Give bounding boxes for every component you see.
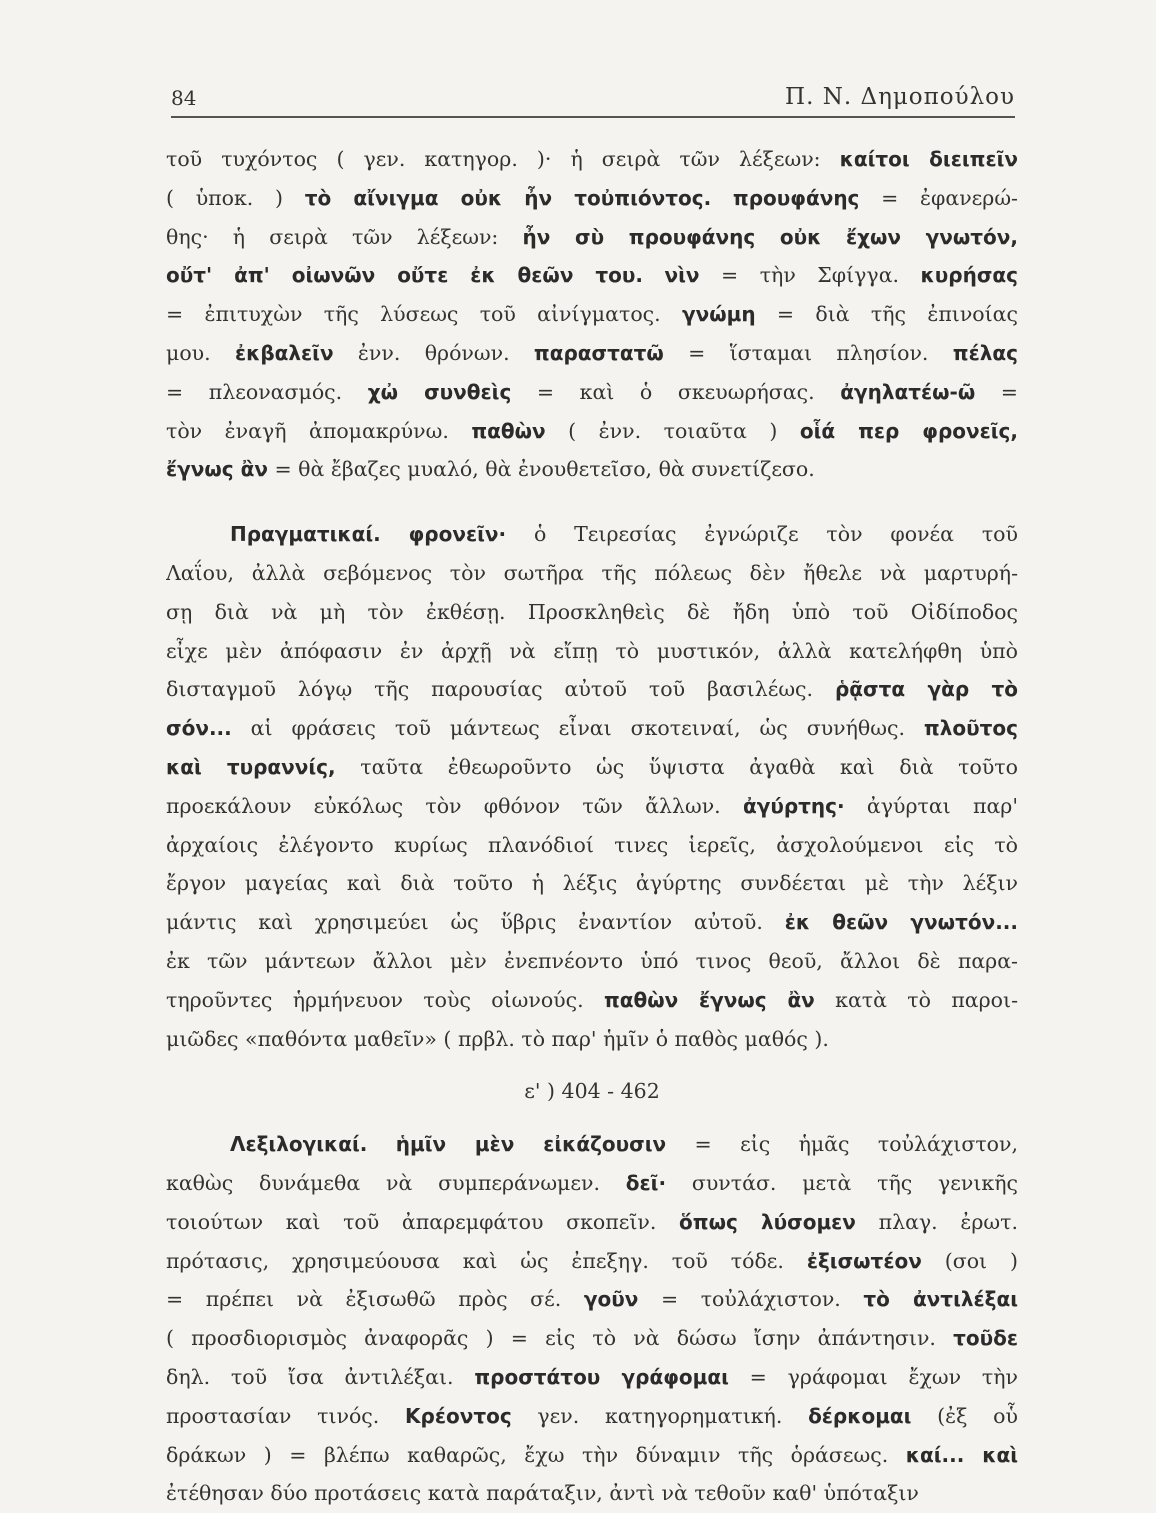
text-span: πλαγ. ἐρωτ. bbox=[855, 1209, 1018, 1234]
bold-term: ῥᾷστα γὰρ τὸ bbox=[834, 677, 1018, 702]
text-line bbox=[166, 256, 1018, 295]
text-line bbox=[166, 1020, 1018, 1059]
text-span: μιῶδες «παθόντα μαθεῖν» ( πρβλ. τὸ παρ' ἡμῖν ὁ παθὸς μαθός ). bbox=[166, 1026, 829, 1051]
text-span: ἐνν. θρόνων. bbox=[333, 340, 534, 365]
text-line bbox=[166, 1474, 1018, 1513]
text-line bbox=[166, 1397, 1018, 1436]
text-span: = ἐφανερώ- bbox=[859, 185, 1018, 210]
text-span: = εἰς ἡμᾶς τοὐλάχιστον, bbox=[666, 1132, 1018, 1157]
bold-term: ἔγνως ἂν bbox=[166, 457, 268, 482]
text-line bbox=[166, 632, 1018, 671]
text-line bbox=[166, 942, 1018, 981]
text-span: σῃ διὰ νὰ μὴ τὸν ἐκθέσῃ. Προσκληθεὶς δὲ ἤδη ὑπὸ τοῦ Οἰδίποδος bbox=[166, 599, 1018, 624]
text-span: μάντις καὶ χρησιμεύει ὡς ὕβρις ἐναντίον αὐτοῦ. bbox=[166, 910, 785, 935]
bold-term: ἡμῖν μὲν εἰκάζουσιν bbox=[395, 1132, 667, 1157]
bold-term: Κρέοντος bbox=[405, 1403, 512, 1428]
bold-term: προυφάνης bbox=[732, 185, 860, 210]
text-span: μου. bbox=[166, 340, 235, 365]
text-span: τοῦ τυχόντος ( γεν. κατηγορ. )· ἡ σειρὰ τῶν λέξεων: bbox=[166, 147, 840, 171]
text-span: τοιούτων καὶ τοῦ ἀπαρεμφάτου σκοπεῖν. bbox=[166, 1209, 680, 1234]
text-span: δισταγμοῦ λόγῳ τῆς παρουσίας αὐτοῦ τοῦ βασιλέως. bbox=[166, 677, 835, 702]
text-line bbox=[166, 670, 1018, 709]
bold-term: ἀγύρτης· bbox=[742, 793, 845, 818]
bold-term: τὸ αἴνιγμα οὐκ ἦν τοὐπιόντος. bbox=[304, 185, 712, 210]
bold-term: ὅπως λύσομεν bbox=[679, 1209, 856, 1234]
text-span: = διὰ τῆς ἐπινοίας bbox=[755, 302, 1018, 327]
bold-term: δεῖ· bbox=[625, 1170, 667, 1195]
text-span: = τοὐλάχιστον. bbox=[638, 1287, 864, 1312]
text-span: δράκων ) = βλέπω καθαρῶς, ἔχω τὴν δύναμιν τῆς ὁράσεως. bbox=[166, 1442, 906, 1467]
text-line bbox=[166, 981, 1018, 1020]
bold-term: γνώμη bbox=[681, 302, 756, 327]
bold-term: ἦν σὺ προυφάνης οὐκ ἔχων γνωτόν, bbox=[522, 224, 1018, 249]
text-line bbox=[166, 903, 1018, 942]
text-span: εἶχε μὲν ἀπόφασιν ἐν ἀρχῇ νὰ εἴπῃ τὸ μυστικόν, ἀλλὰ κατελήφθη ὑπὸ bbox=[166, 638, 1018, 663]
text-line bbox=[166, 1203, 1018, 1242]
text-span: = θὰ ἔβαζες μυαλό, θὰ ἐνουθετεῖσο, θὰ συνετίζεσο. bbox=[267, 457, 815, 482]
text-span: ἔργον μαγείας καὶ διὰ τοῦτο ἡ λέξις ἀγύρτης συνδέεται μὲ τὴν λέξιν bbox=[166, 871, 1018, 896]
text-line bbox=[166, 593, 1018, 632]
text-span: ταῦτα ἐθεωροῦντο ὡς ὕψιστα ἀγαθὰ καὶ διὰ τοῦτο bbox=[335, 754, 1018, 779]
bold-term: τοῦδε bbox=[953, 1326, 1018, 1351]
bold-term: ἀγηλατέω-ῶ bbox=[840, 379, 976, 404]
bold-term: Πραγματικαί. bbox=[230, 522, 381, 547]
text-line bbox=[166, 140, 1018, 179]
text-span: ἐτέθησαν δύο προτάσεις κατὰ παράταξιν, ἀντὶ νὰ τεθοῦν καθ' ὑπόταξιν bbox=[166, 1481, 919, 1506]
text-span: (ἐξ οὗ bbox=[911, 1403, 1018, 1428]
text-line bbox=[166, 748, 1018, 787]
text-line bbox=[166, 1164, 1018, 1203]
text-span: = bbox=[975, 379, 1018, 404]
text-span: = πρέπει νὰ ἐξισωθῶ πρὸς σέ. bbox=[166, 1287, 584, 1312]
text-line bbox=[166, 1319, 1018, 1358]
text-span: ( ὑποκ. ) bbox=[166, 185, 305, 210]
bold-term: προστάτου γράφομαι bbox=[474, 1364, 729, 1389]
bold-term: χὠ συνθεὶς bbox=[367, 379, 512, 404]
text-span: Λαΐου, ἀλλὰ σεβόμενος τὸν σωτῆρα τῆς πόλεως δὲν ἤθελε νὰ μαρτυρή- bbox=[166, 560, 1018, 585]
bold-term: φρονεῖν· bbox=[408, 522, 507, 547]
bold-term: οὔτ' ἀπ' οἰωνῶν οὔτε ἐκ θεῶν του. bbox=[166, 263, 643, 288]
text-span: προστασίαν τινός. bbox=[166, 1403, 406, 1428]
text-line bbox=[166, 1242, 1018, 1281]
bold-term: παθὼν ἔγνως ἂν bbox=[603, 987, 815, 1012]
text-line bbox=[166, 554, 1018, 593]
bold-term: πλοῦτος bbox=[923, 716, 1018, 741]
text-span: = ἵσταμαι πλησίον. bbox=[663, 340, 953, 365]
bold-term: καί... καὶ bbox=[905, 1442, 1018, 1467]
text-line bbox=[166, 709, 1018, 748]
text-span: αἱ φράσεις τοῦ μάντεως εἶναι σκοτειναί, ὡς συνήθως. bbox=[231, 716, 924, 741]
text-span: καθὼς δυνάμεθα νὰ συμπεράνωμεν. bbox=[166, 1170, 626, 1195]
text-line bbox=[166, 373, 1018, 412]
bold-term: σόν... bbox=[166, 716, 232, 741]
bold-term: ἐκ θεῶν γνωτόν... bbox=[784, 910, 1018, 935]
section-heading: ε' ) 404 - 462 bbox=[524, 1079, 660, 1104]
text-span bbox=[643, 263, 665, 287]
text-span: ὁ Τειρεσίας ἐγνώριζε τὸν φονέα τοῦ bbox=[506, 522, 1018, 547]
text-line bbox=[166, 1280, 1018, 1319]
text-span: ( ἐνν. τοιαῦτα ) bbox=[545, 418, 800, 443]
text-span: τηροῦντες ἡρμήνευον τοὺς οἰωνούς. bbox=[166, 987, 604, 1012]
text-line bbox=[166, 450, 1018, 489]
text-line bbox=[166, 787, 1018, 826]
text-span: ἐκ τῶν μάντεων ἄλλοι μὲν ἐνεπνέοντο ὑπό τινος θεοῦ, ἄλλοι δὲ παρα- bbox=[166, 948, 1018, 973]
bold-term: καὶ τυραννίς, bbox=[166, 754, 336, 779]
text-line bbox=[166, 515, 1018, 554]
text-span: συντάσ. μετὰ τῆς γενικῆς bbox=[666, 1170, 1018, 1195]
text-span: δηλ. τοῦ ἴσα ἀντιλέξαι. bbox=[166, 1364, 475, 1389]
text-line bbox=[166, 295, 1018, 334]
text-line bbox=[166, 334, 1018, 373]
text-span: = τὴν Σφίγγα. bbox=[699, 263, 921, 288]
text-span bbox=[711, 186, 733, 210]
text-span: = πλεονασμός. bbox=[166, 379, 368, 404]
text-line bbox=[166, 826, 1018, 865]
text-line bbox=[166, 1358, 1018, 1397]
bold-term: δέρκομαι bbox=[808, 1403, 912, 1428]
text-span: ( προσδιορισμὸς ἀναφορᾶς ) = εἰς τὸ νὰ δώσω ἴσην ἀπάντησιν. bbox=[166, 1326, 954, 1351]
text-line bbox=[166, 1125, 1018, 1164]
text-span: = ἐπιτυχὼν τῆς λύσεως τοῦ αἰνίγματος. bbox=[166, 302, 682, 327]
text-span: = καὶ ὁ σκευωρήσας. bbox=[511, 379, 841, 404]
bold-term: παθὼν bbox=[471, 418, 546, 443]
bold-term: οἷά περ φρονεῖς, bbox=[799, 418, 1018, 443]
bold-term: ἐκβαλεῖν bbox=[234, 340, 334, 365]
text-span: θης· ἡ σειρὰ τῶν λέξεων: bbox=[166, 224, 523, 249]
bold-term: κυρήσας bbox=[920, 263, 1018, 288]
bold-term: Λεξιλογικαί. bbox=[230, 1132, 368, 1157]
text-span: = γράφομαι ἔχων τὴν bbox=[728, 1364, 1018, 1389]
text-span: προεκάλουν εὐκόλως τὸν φθόνον τῶν ἄλλων. bbox=[166, 793, 743, 818]
bold-term: πέλας bbox=[952, 340, 1018, 365]
text-line bbox=[166, 864, 1018, 903]
text-span: ἀγύρται παρ' bbox=[844, 793, 1018, 818]
text-span: γεν. κατηγορηματική. bbox=[511, 1403, 809, 1428]
bold-term: τὸ ἀντιλέξαι bbox=[863, 1287, 1018, 1312]
bold-term: καίτοι διειπεῖν bbox=[839, 147, 1018, 171]
running-title: Π. Ν. Δημοπούλου bbox=[785, 84, 1015, 110]
text-span bbox=[381, 522, 409, 546]
text-line bbox=[166, 218, 1018, 257]
page-number: 84 bbox=[171, 86, 197, 110]
text-span: ἀρχαίοις ἐλέγοντο κυρίως πλανόδιοί τινες ἱερεῖς, ἀσχολούμενοι εἰς τὸ bbox=[166, 832, 1018, 857]
text-span bbox=[367, 1132, 395, 1156]
text-span: τὸν ἐναγῆ ἀπομακρύνω. bbox=[166, 418, 472, 443]
bold-term: παραστατῶ bbox=[533, 340, 664, 365]
page-body bbox=[166, 140, 1018, 1513]
text-span: (σοι ) bbox=[921, 1248, 1018, 1273]
text-line bbox=[166, 179, 1018, 218]
bold-term: ἐξισωτέον bbox=[806, 1248, 922, 1273]
text-line bbox=[166, 1436, 1018, 1475]
bold-term: γοῦν bbox=[583, 1287, 639, 1312]
page-header bbox=[171, 78, 1015, 118]
bold-term: νὶν bbox=[664, 263, 700, 288]
text-line bbox=[166, 412, 1018, 451]
text-span: κατὰ τὸ παροι- bbox=[814, 987, 1018, 1012]
text-span: πρότασις, χρησιμεύουσα καὶ ὡς ἐπεξηγ. τοῦ τόδε. bbox=[166, 1248, 807, 1273]
